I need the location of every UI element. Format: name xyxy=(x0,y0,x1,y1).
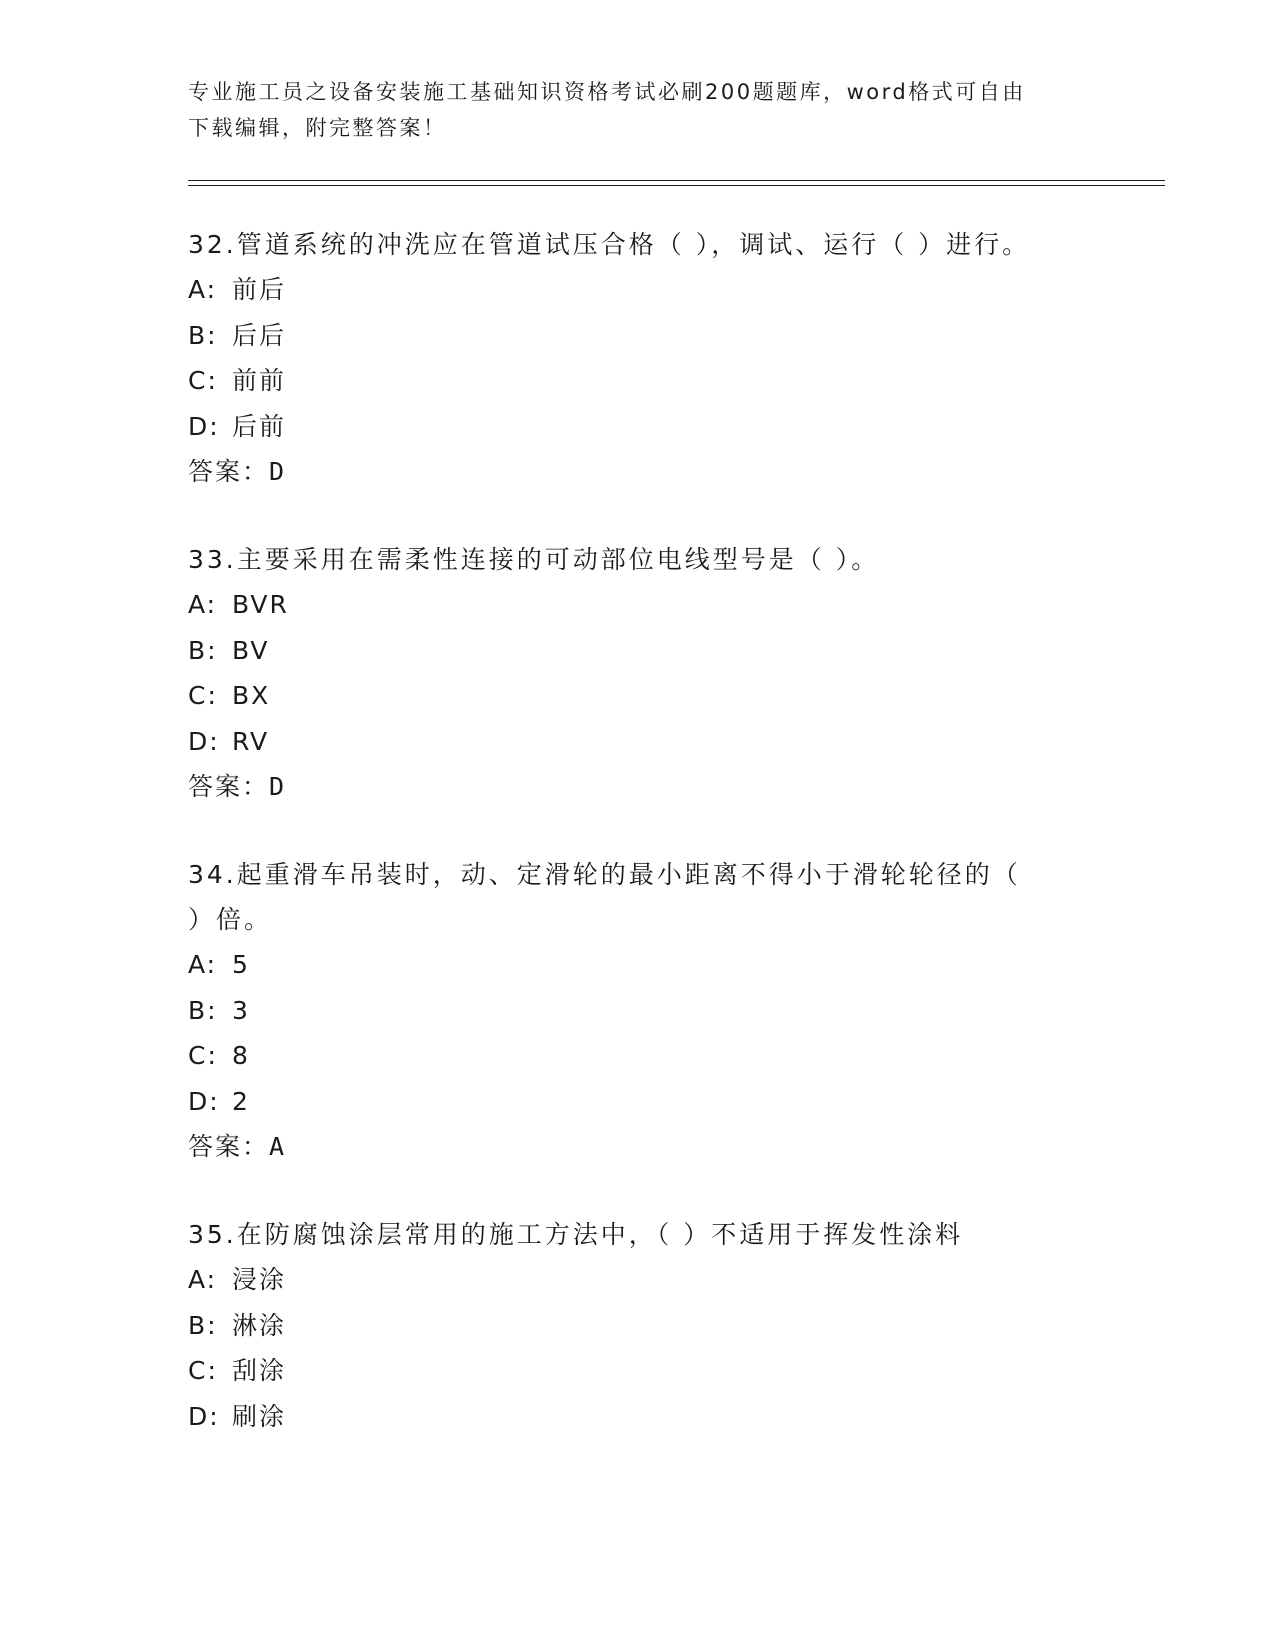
option-b: B: 后后 xyxy=(188,320,287,350)
option-c: C: 前前 xyxy=(188,366,287,395)
option-c: C: 8 xyxy=(188,1041,250,1070)
question-35 xyxy=(188,1212,1088,1439)
option-b: B: 3 xyxy=(188,995,250,1025)
option-d: D: RV xyxy=(188,726,270,756)
option-d: D: 2 xyxy=(188,1086,250,1116)
question-title-line-2: ）倍。 xyxy=(188,905,273,934)
header-line-2: 下载编辑，附完整答案！ xyxy=(188,116,447,140)
option-a: A: 前后 xyxy=(188,275,287,304)
question-33 xyxy=(188,537,1088,810)
option-d: D: 后前 xyxy=(188,411,287,441)
option-b: B: 淋涂 xyxy=(188,1310,287,1340)
header-divider-top xyxy=(188,180,1165,181)
option-a: A: 浸涂 xyxy=(188,1265,287,1294)
option-a: A: 5 xyxy=(188,950,250,979)
option-a: A: BVR xyxy=(188,590,289,619)
question-34 xyxy=(188,852,1088,1170)
option-c: C: BX xyxy=(188,681,271,710)
answer: 答案：D xyxy=(188,457,287,486)
answer: 答案：D xyxy=(188,772,287,801)
question-32 xyxy=(188,222,1088,495)
option-d: D: 刷涂 xyxy=(188,1401,287,1431)
question-title: 32.管道系统的冲洗应在管道试压合格（ ），调试、运行（ ）进行。 xyxy=(188,230,1031,259)
question-title: 33.主要采用在需柔性连接的可动部位电线型号是（ ）。 xyxy=(188,545,880,574)
header-line-1: 专业施工员之设备安装施工基础知识资格考试必刷200题题库，word格式可自由 xyxy=(188,80,1026,104)
option-c: C: 刮涂 xyxy=(188,1356,287,1385)
document-header xyxy=(188,74,1088,146)
question-title: 35.在防腐蚀涂层常用的施工方法中，（ ）不适用于挥发性涂料 xyxy=(188,1220,964,1249)
question-title-line-1: 34.起重滑车吊装时，动、定滑轮的最小距离不得小于滑轮轮径的（ xyxy=(188,860,1021,889)
header-divider-bottom xyxy=(188,185,1165,186)
option-b: B: BV xyxy=(188,635,270,665)
answer: 答案：A xyxy=(188,1132,287,1161)
